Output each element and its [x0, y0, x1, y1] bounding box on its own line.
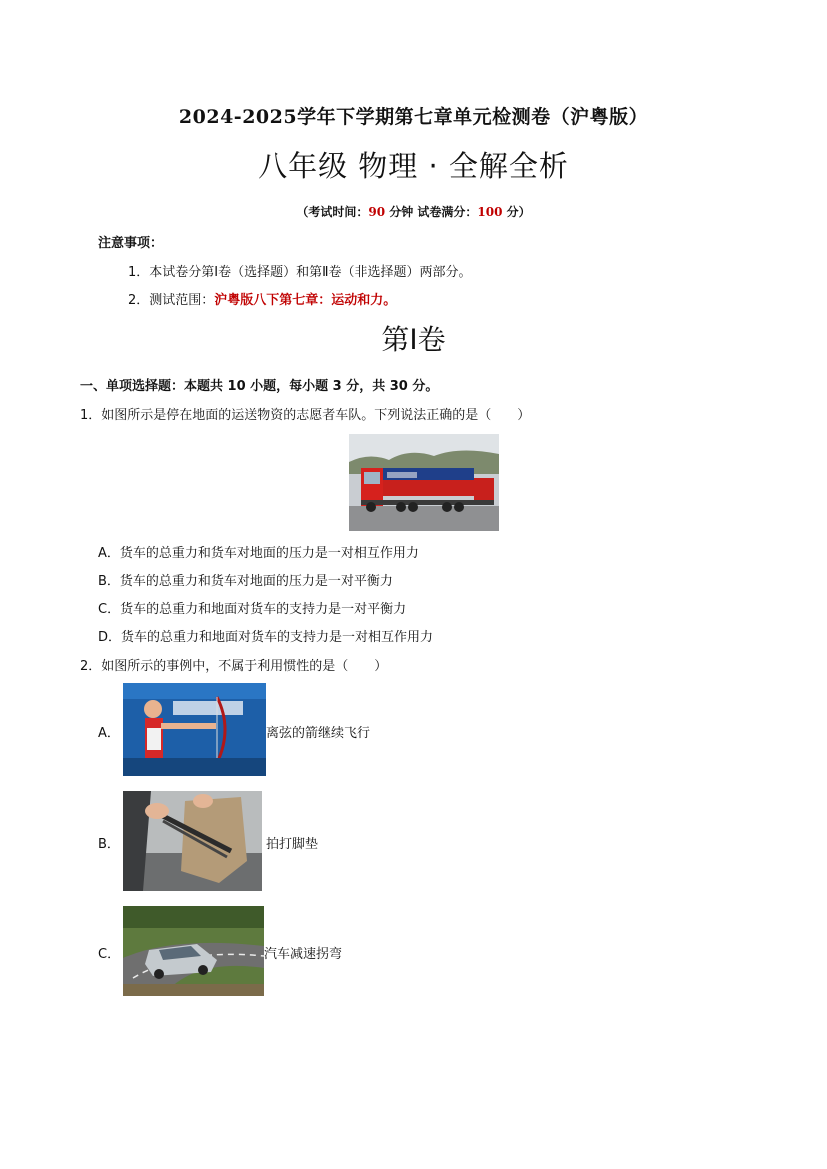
- q2-option-a-label: A．: [98, 726, 120, 741]
- exam-subtitle: 八年级 物理 · 全解全析: [258, 149, 569, 183]
- q1-option-c: C．货车的总重力和地面对货车的支持力是一对平衡力: [98, 602, 407, 617]
- q1-option-a: A．货车的总重力和货车对地面的压力是一对相互作用力: [98, 546, 419, 561]
- truck-image: [349, 434, 499, 531]
- notice-heading: 注意事项：: [98, 236, 164, 251]
- section-title: 一、单项选择题：本题共 10 小题，每小题 3 分，共 30 分。: [80, 379, 439, 394]
- exam-time: 90: [368, 205, 386, 219]
- q2-option-c-label: C．: [98, 947, 121, 962]
- q2-option-b-text: 拍打脚垫: [266, 837, 319, 852]
- car-turning-image: [123, 906, 264, 996]
- notice-item-1: 1．本试卷分第Ⅰ卷（选择题）和第Ⅱ卷（非选择题）两部分。: [128, 265, 472, 280]
- notice-item-2: 2．测试范围：沪粤版八下第七章：运动和力。: [128, 293, 397, 308]
- exam-score: 100: [477, 205, 503, 219]
- q2-stem: 2．如图所示的事例中，不属于利用惯性的是（ ）: [80, 659, 388, 674]
- exam-title: 2024-2025学年下学期第七章单元检测卷（沪粤版）: [178, 106, 649, 128]
- archery-image: [123, 683, 266, 776]
- q1-stem: 1．如图所示是停在地面的运送物资的志愿者车队。下列说法正确的是（ ）: [80, 408, 531, 423]
- exam-info: （考试时间：90 分钟 试卷满分：100 分）: [296, 205, 531, 219]
- doormat-image: [123, 791, 262, 891]
- q2-option-b-label: B．: [98, 837, 120, 852]
- q1-option-d: D．货车的总重力和地面对货车的支持力是一对相互作用力: [98, 630, 434, 645]
- q2-option-a-text: 离弦的箭继续飞行: [266, 726, 371, 741]
- test-scope: 沪粤版八下第七章：运动和力。: [214, 293, 397, 308]
- volume-title: 第Ⅰ卷: [381, 325, 446, 356]
- q2-option-c-text: 汽车减速拐弯: [264, 947, 343, 962]
- q1-option-b: B．货车的总重力和货车对地面的压力是一对平衡力: [98, 574, 393, 589]
